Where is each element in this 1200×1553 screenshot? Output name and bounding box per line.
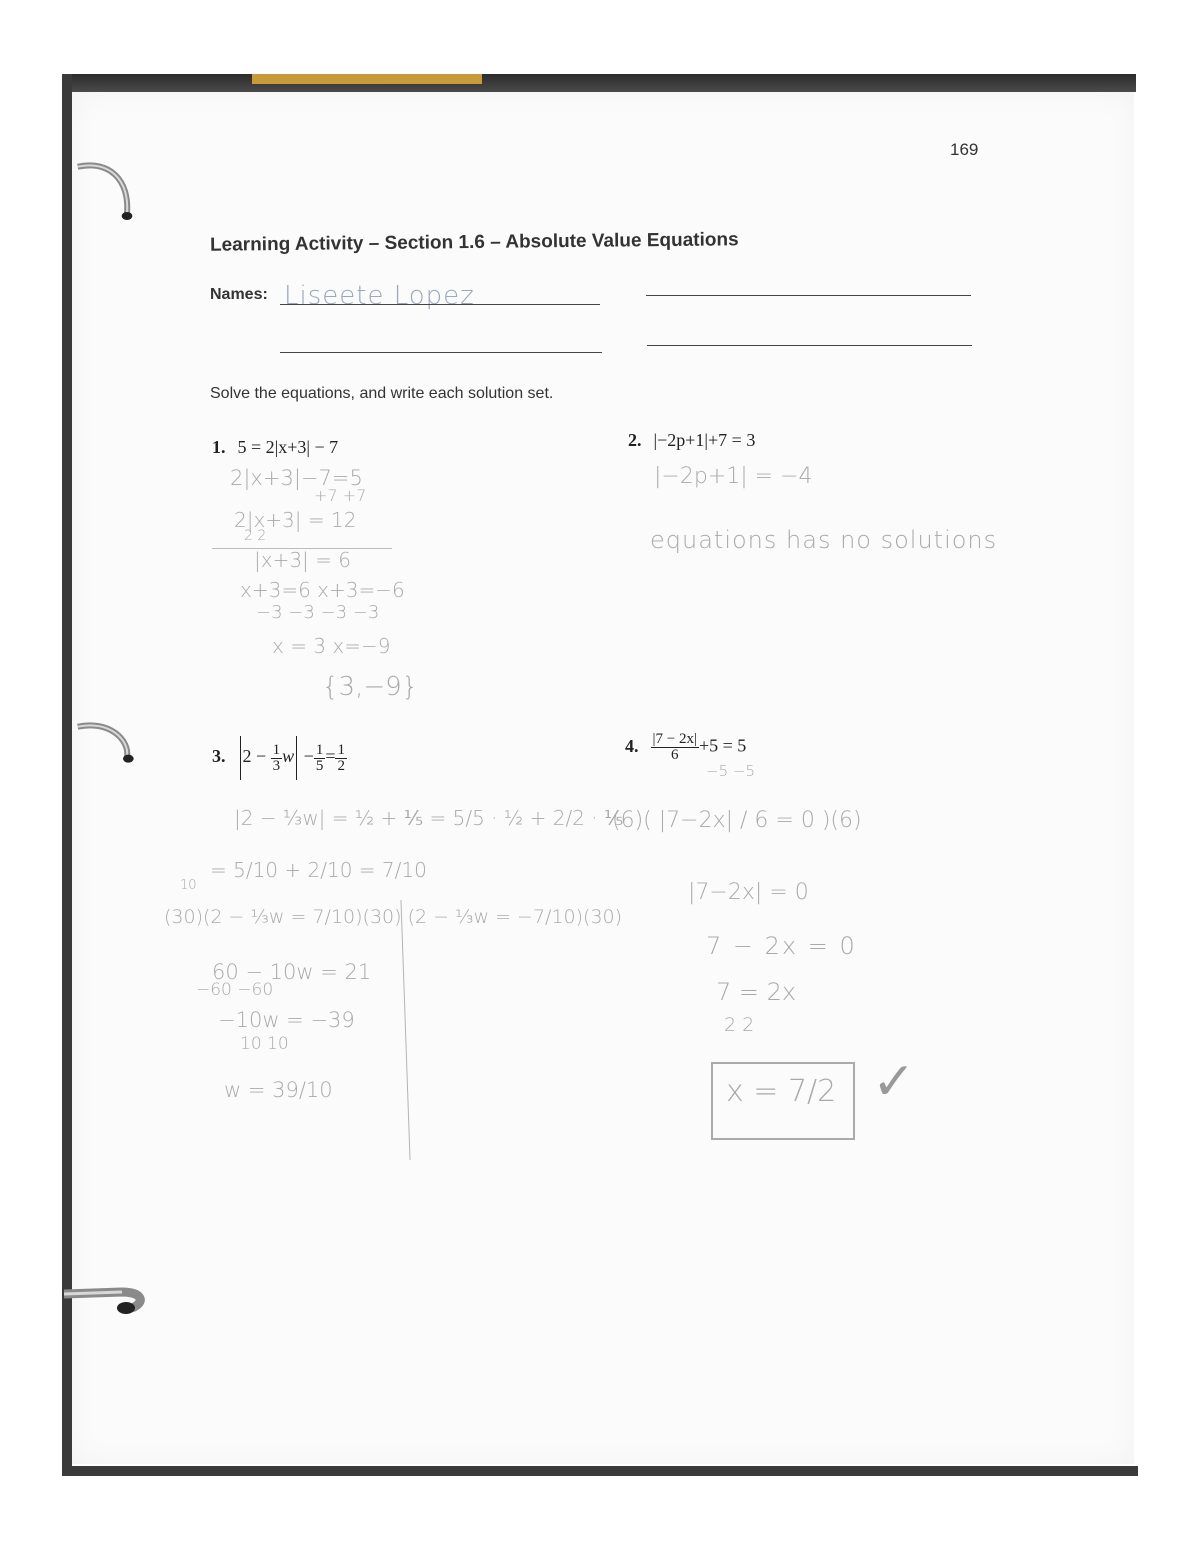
work-line: −5 −5	[706, 762, 755, 780]
fraction: $\frac{|7 - 2x|}{6}$	[652, 731, 697, 763]
problem-equation: |−2p+1|+7 = 3	[653, 430, 756, 450]
fraction: $\frac{1}{5}$	[315, 741, 324, 774]
checkmark-icon: ✓	[872, 1052, 916, 1112]
work-line: w = 39/10	[224, 1078, 333, 1102]
work-line: |7−2x| = 0	[688, 880, 809, 905]
page-number: 169	[950, 140, 979, 159]
work-line: 2|x+3|−7=5	[230, 466, 363, 490]
work-line: equations has no solutions	[650, 526, 998, 554]
equation-text: −	[303, 746, 314, 767]
work-line: |−2p+1| = −4	[654, 464, 813, 489]
problem-equation: 5 = 2|x+3| − 7	[237, 437, 339, 457]
instructions: Solve the equations, and write each solution set.	[210, 385, 554, 402]
binder-tab	[252, 74, 482, 84]
problem-number: 3.	[212, 746, 226, 767]
problem-2	[628, 430, 755, 451]
problem-number: 4.	[625, 735, 639, 756]
name-line	[280, 304, 600, 305]
work-line: −3 −3 −3 −3	[256, 602, 380, 623]
equation-text: 2 −	[242, 746, 267, 767]
work-line: x+3=6 x+3=−6	[240, 578, 405, 602]
solution-set: {3,−9}	[322, 672, 419, 702]
final-answer: x = 7/2	[726, 1074, 837, 1109]
variable: w	[282, 746, 295, 767]
problem-number: 2.	[628, 430, 642, 450]
problem-1	[212, 437, 338, 458]
name-line	[646, 295, 971, 296]
name-handwriting: Liseete Lopez	[284, 281, 475, 311]
problem-3	[212, 736, 347, 780]
abs-bar	[296, 736, 297, 780]
binder-top-edge	[62, 74, 1136, 92]
work-line: 7 = 2x	[716, 978, 797, 1006]
work-line: (6)( |7−2x| / 6 = 0 )(6)	[612, 808, 862, 833]
work-line: 10 10	[240, 1034, 289, 1054]
work-line: |2 − ⅓w| = ½ + ⅕ = 5/5 · ½ + 2/2 · ⅕	[234, 806, 624, 830]
work-line: 2 2	[724, 1014, 755, 1036]
equation-text: +5 = 5	[698, 735, 747, 756]
work-line: +7 +7	[314, 486, 367, 505]
fraction: $\frac{1}{3}$	[272, 741, 281, 774]
work-line: (30)(2 − ⅓w = 7/10)(30) (2 − ⅓w = −7/10)(30)	[164, 906, 623, 928]
work-line: 60 − 10w = 21	[212, 960, 372, 984]
binder-ring-icon	[62, 160, 148, 220]
work-line: 2 2	[244, 528, 267, 544]
binder-ring-icon	[62, 1278, 148, 1338]
work-line: −60 −60	[196, 980, 274, 1000]
problem-number: 1.	[212, 437, 226, 457]
name-line	[280, 352, 602, 353]
work-line: = 5/10 + 2/10 = 7/10	[210, 858, 427, 882]
work-line: |x+3| = 6	[254, 548, 351, 572]
work-line: 10	[180, 878, 197, 893]
names-label: Names:	[210, 286, 268, 303]
equation-text: =	[325, 746, 336, 767]
abs-bar	[240, 736, 241, 780]
name-line	[647, 345, 972, 346]
problem-4	[625, 732, 746, 763]
binder-ring-icon	[62, 720, 148, 780]
work-line: −10w = −39	[218, 1008, 355, 1032]
work-line: x = 3 x=−9	[272, 634, 391, 658]
work-line: 7 − 2x = 0	[706, 932, 857, 960]
page-title: Learning Activity – Section 1.6 – Absolute Value Equations	[209, 229, 739, 256]
binder-bottom-edge	[62, 1466, 1138, 1476]
work-line: 2|x+3| = 12	[234, 508, 357, 532]
fraction: $\frac{1}{2}$	[337, 741, 345, 774]
